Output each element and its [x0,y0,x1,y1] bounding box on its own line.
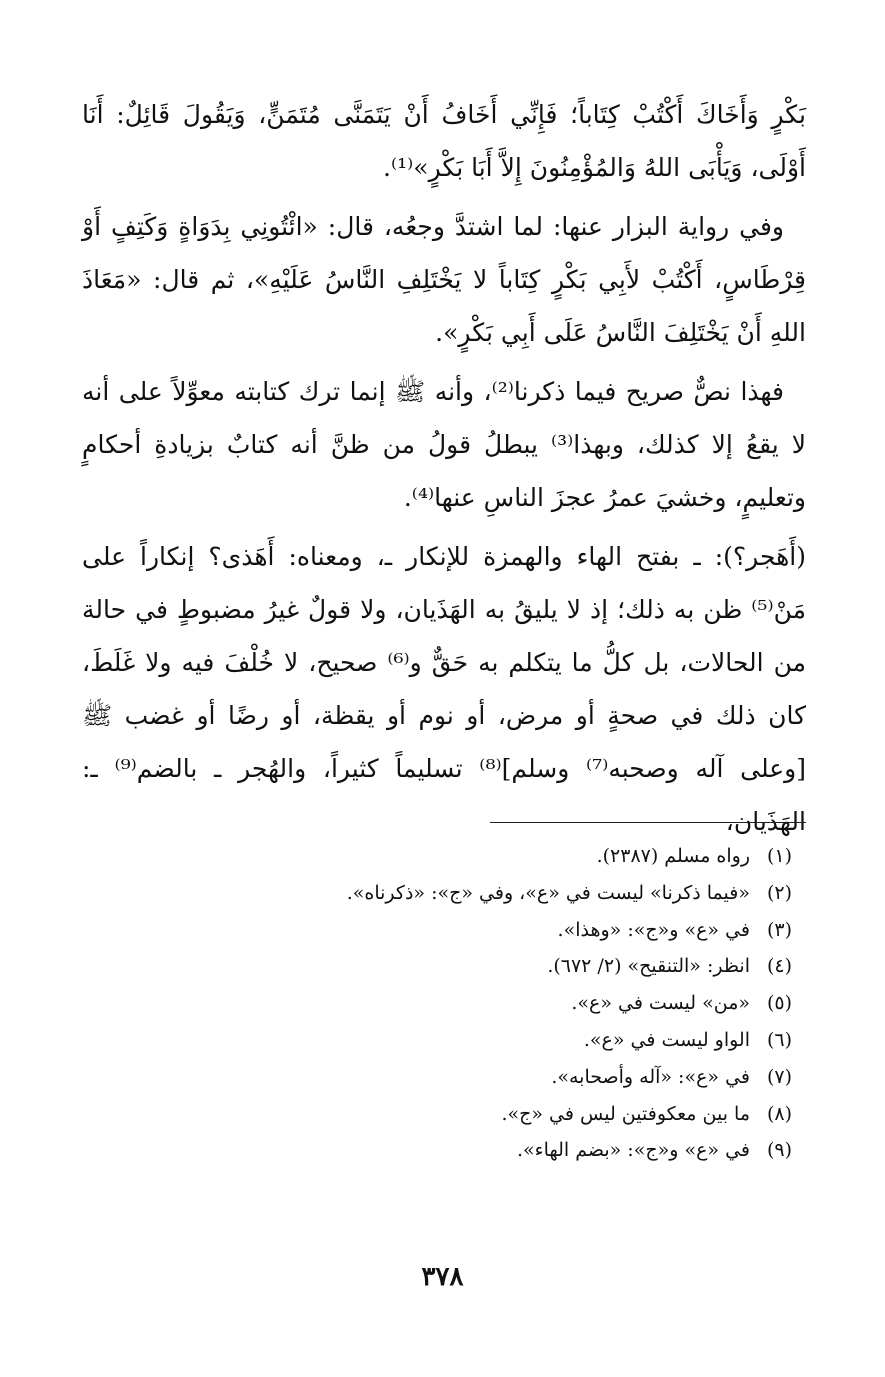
footnote-number: (٧) [766,1065,792,1088]
main-text [82,88,806,854]
footnote-number: (٦) [766,1028,792,1051]
footnote-item [82,912,792,949]
footnote-text: ما بين معكوفتين ليس في «ج». [501,1102,750,1125]
paragraph-explicit-text: فهذا نصٌّ صريح فيما ذكرنا⁽²⁾، وأنه ﷺ إنما ترك كتابته معوِّلاً على أنه لا يقعُ إلا كذلك، وبهذا⁽³⁾ يبطلُ قولُ من ظنَّ أنه كتابٌ بزيادةِ أحكامٍ وتعليمٍ، وخشيَ عمرُ عجزَ الناسِ عنها⁽⁴⁾. [82,377,806,512]
footnote-number: (٢) [766,881,792,904]
footnote-number: (٨) [766,1102,792,1125]
footnote-text: «من» ليست في «ع». [571,992,750,1015]
footnote-item [82,1059,792,1096]
footnote-item [82,1096,792,1133]
footnote-number: (١) [766,845,792,867]
footnote-item [82,875,792,912]
footnote-text: في «ع» و«ج»: «بضم الهاء». [516,1139,750,1162]
paragraph-hadith-continuation: بَكْرٍ وَأَخَاكَ أَكْتُبْ كِتَاباً؛ فَإِنِّي أَخَافُ أَنْ يَتَمَنَّى مُتَمَنٍّ، وَيَقُولَ قَائِلٌ: أَنَا أَوْلَى، وَيَأْبَى اللهُ وَالمُؤْمِنُونَ إِلاَّ أَبَا بَكْرٍ»⁽¹⁾. [82,100,806,182]
footnote-text: «فيما ذكرنا» ليست في «ع»، وفي «ج»: «ذكرناه». [346,881,750,904]
footnote-item [82,948,792,985]
footnote-text: في «ع» و«ج»: «وهذا». [557,918,750,941]
footnote-separator [490,822,806,823]
footnote-number: (٣) [766,918,792,941]
footnote-number: (٥) [766,992,792,1015]
footnote-text: الواو ليست في «ع». [583,1028,750,1051]
footnote-number: (٩) [766,1139,792,1162]
footnote-item [82,985,792,1022]
footnote-item [82,1022,792,1059]
footnote-text: في «ع»: «آله وأصحابه». [551,1065,750,1088]
footnotes-list [82,838,792,1169]
footnote-number: (٤) [766,955,792,978]
paragraph-ahajar-explanation: (أَهَجر؟): ـ بفتح الهاء والهمزة للإنكار ـ، ومعناه: أَهَذى؟ إنكاراً على مَنْ⁽⁵⁾ ظن به ذلك؛ إذ لا يليقُ به الهَذَيان، ولا قولٌ غيرُ مضبوطٍ في حالة من الحالات، بل كلُّ ما يتكلم به حَقٌّ و⁽⁶⁾ صحيح، لا خُلْفَ فيه ولا غَلَطَ، كان ذلك في صحةٍ أو مرض، أو نوم أو يقظة، أو رضًا أو غضب ﷺ [وعلى آله وصحبه⁽⁷⁾ وسلم]⁽⁸⁾ تسليماً كثيراً، والهُجر ـ بالضم⁽⁹⁾ ـ: الهَذَيان، [82,542,807,836]
footnote-item [82,1132,792,1169]
footnote-text: انظر: «التنقيح» (٢/ ٦٧٢). [547,955,750,978]
footnote-text: رواه مسلم (٢٣٨٧). [596,845,750,867]
paragraph-bazzar-narration: وفي رواية البزار عنها: لما اشتدَّ وجعُه، قال: «ائْتُونِي بِدَوَاةٍ وَكَتِفٍ أَوْ قِرْطَاسٍ، أَكْتُبْ لأَبِي بَكْرٍ كِتَاباً لا يَخْتَلِفِ النَّاسُ عَلَيْهِ»، ثم قال: «مَعَاذَ اللهِ أَنْ يَخْتَلِفَ النَّاسُ عَلَى أَبِي بَكْرٍ». [82,212,806,347]
footnote-item [82,838,792,875]
page-number: ٣٧٨ [421,1262,464,1292]
